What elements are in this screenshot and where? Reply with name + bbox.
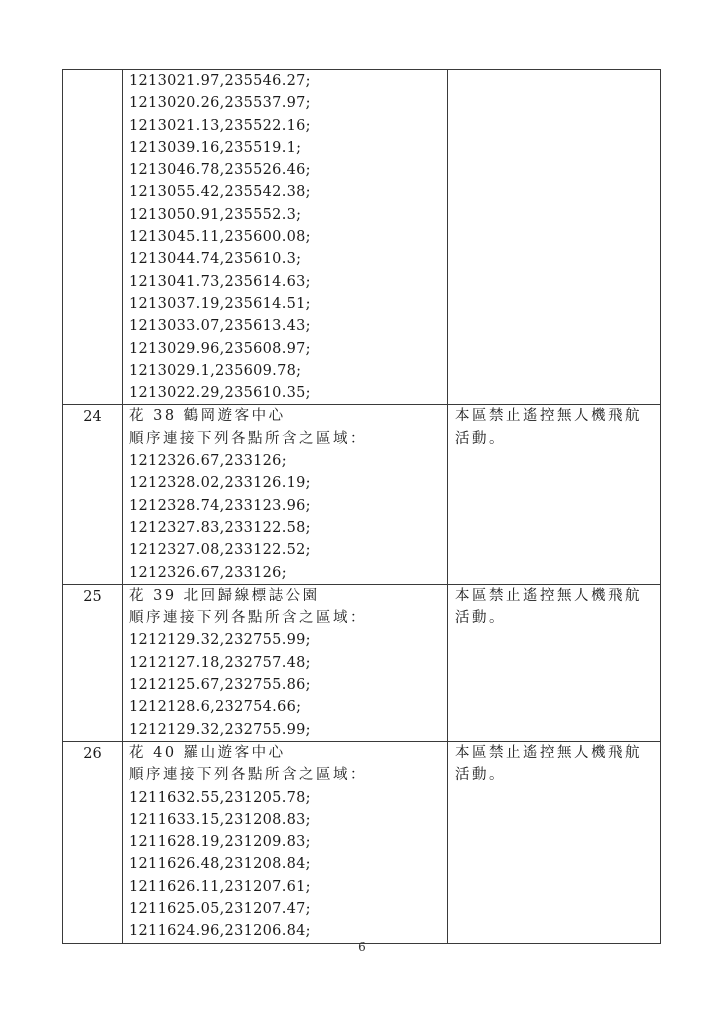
restriction-note-line: 活動。: [455, 767, 506, 784]
table-body: [63, 70, 661, 944]
area-instruction: 順序連接下列各點所含之區域：: [129, 767, 367, 784]
airspace-restriction-table: [62, 69, 661, 944]
coordinate-line: 1212129.32,232755.99;: [129, 721, 311, 738]
restriction-note-line: 本區禁止遙控無人機飛航: [455, 408, 642, 425]
coordinate-line: 1213039.16,235519.1;: [129, 139, 302, 156]
restriction-note-line: 本區禁止遙控無人機飛航: [455, 587, 642, 604]
coordinate-line: 1211626.11,231207.61;: [129, 878, 311, 895]
coordinate-line: 1211626.48,231208.84;: [129, 856, 311, 873]
coordinate-line: 1213021.13,235522.16;: [129, 117, 311, 134]
coordinate-line: 1213020.26,235537.97;: [129, 95, 311, 112]
coordinate-line: 1212326.67,233126;: [129, 453, 287, 470]
table-row: [63, 741, 661, 943]
restriction-note-cell: [448, 741, 661, 943]
coordinate-line: 1211632.55,231205.78;: [129, 789, 311, 806]
coordinate-line: 1213021.97,235546.27;: [129, 73, 311, 89]
row-number-cell: 24: [63, 405, 123, 584]
coordinate-line: 1212128.6,232754.66;: [129, 699, 302, 716]
area-name: 花 39 北回歸線標誌公園: [129, 587, 320, 604]
coordinate-line: 1213046.78,235526.46;: [129, 162, 311, 179]
table-row: [63, 584, 661, 741]
restriction-note-line: 活動。: [455, 430, 506, 447]
area-description-cell: [123, 584, 448, 741]
page-number: 6: [358, 940, 366, 954]
coordinate-line: 1211625.05,231207.47;: [129, 900, 311, 917]
coordinate-line: 1212125.67,232755.86;: [129, 677, 311, 694]
row-number-cell: [63, 70, 123, 405]
coordinate-line: 1212129.32,232755.99;: [129, 632, 311, 649]
area-name: 花 38 鶴岡遊客中心: [129, 408, 286, 425]
area-instruction: 順序連接下列各點所含之區域：: [129, 430, 367, 447]
coordinate-line: 1212327.83,233122.58;: [129, 519, 311, 536]
coordinate-line: 1212327.08,233122.52;: [129, 542, 311, 559]
restriction-note-line: 本區禁止遙控無人機飛航: [455, 744, 642, 761]
area-description-cell: [123, 741, 448, 943]
coordinate-line: 1212328.02,233126.19;: [129, 475, 311, 492]
coordinate-line: 1211624.96,231206.84;: [129, 923, 311, 940]
coordinate-line: 1212326.67,233126;: [129, 564, 287, 581]
coordinate-line: 1212127.18,232757.48;: [129, 654, 311, 671]
restriction-note-cell: [448, 70, 661, 405]
restriction-note-cell: [448, 584, 661, 741]
coordinate-line: 1213045.11,235600.08;: [129, 229, 311, 246]
row-number-cell: 25: [63, 584, 123, 741]
restriction-note-cell: [448, 405, 661, 584]
coordinate-line: 1211628.19,231209.83;: [129, 834, 311, 851]
area-instruction: 順序連接下列各點所含之區域：: [129, 610, 367, 627]
table-row: [63, 70, 661, 405]
area-description-cell: [123, 70, 448, 405]
row-number-cell: 26: [63, 741, 123, 943]
coordinate-line: 1213033.07,235613.43;: [129, 318, 311, 335]
restriction-note-line: 活動。: [455, 610, 506, 627]
table-row: [63, 405, 661, 584]
coordinate-line: 1213044.74,235610.3;: [129, 251, 302, 268]
coordinate-line: 1213022.29,235610.35;: [129, 385, 311, 402]
coordinate-line: 1213029.1,235609.78;: [129, 362, 302, 379]
area-name: 花 40 羅山遊客中心: [129, 744, 286, 761]
area-description-cell: [123, 405, 448, 584]
coordinate-line: 1213055.42,235542.38;: [129, 184, 311, 201]
coordinate-line: 1213029.96,235608.97;: [129, 340, 311, 357]
coordinate-line: 1213041.73,235614.63;: [129, 273, 311, 290]
coordinate-line: 1212328.74,233123.96;: [129, 497, 311, 514]
coordinate-line: 1211633.15,231208.83;: [129, 811, 311, 828]
coordinate-line: 1213050.91,235552.3;: [129, 206, 302, 223]
coordinate-line: 1213037.19,235614.51;: [129, 295, 311, 312]
